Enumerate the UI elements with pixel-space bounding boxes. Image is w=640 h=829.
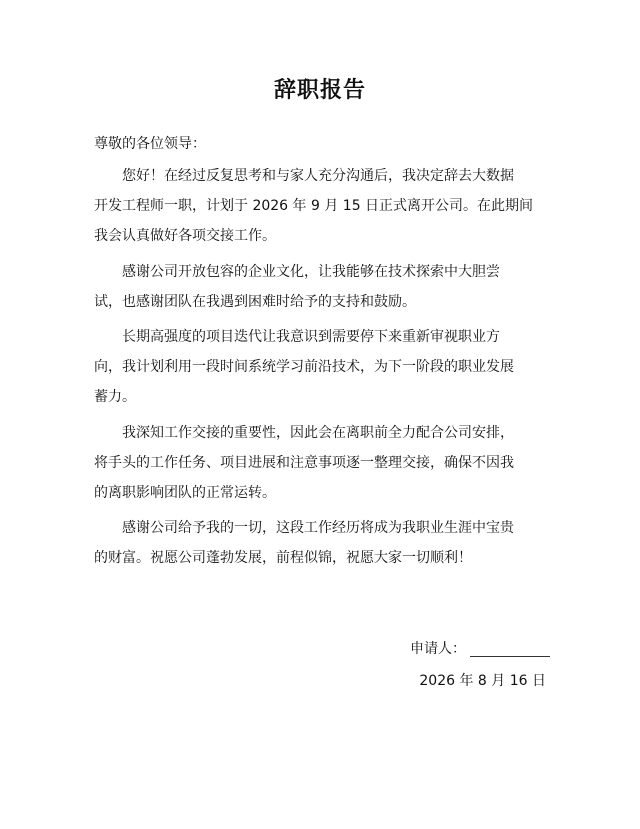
paragraph-3-line-3: 蓄力。 (94, 389, 136, 405)
paragraph-5-line-2: 的财富。祝愿公司蓬勃发展，前程似锦，祝愿大家一切顺利！ (94, 550, 472, 566)
salutation: 尊敬的各位领导： (94, 136, 206, 152)
paragraph-3-line-2: 向，我计划利用一段时间系统学习前沿技术，为下一阶段的职业发展 (94, 359, 514, 375)
signature-label: 申请人： (410, 641, 466, 657)
paragraph-3-line-1: 长期高强度的项目迭代让我意识到需要停下来重新审视职业方 (122, 329, 500, 345)
letter-date: 2026 年 8 月 16 日 (419, 673, 546, 689)
paragraph-1-line-1: 您好！在经过反复思考和与家人充分沟通后，我决定辞去大数据 (122, 168, 514, 184)
paragraph-1-line-2: 开发工程师一职，计划于 2026 年 9 月 15 日正式离开公司。在此期间 (94, 198, 534, 214)
document-title: 辞职报告 (273, 78, 366, 103)
signature-blank-line (470, 642, 550, 657)
paragraph-1-line-3: 我会认真做好各项交接工作。 (94, 228, 276, 244)
paragraph-4-line-2: 将手头的工作任务、项目进展和注意事项逐一整理交接，确保不因我 (94, 455, 514, 471)
signature-row (410, 634, 550, 664)
paragraph-2-line-2: 试，也感谢团队在我遇到困难时给予的支持和鼓励。 (94, 294, 416, 310)
paragraph-4-line-3: 的离职影响团队的正常运转。 (94, 485, 276, 501)
paragraph-4-line-1: 我深知工作交接的重要性，因此会在离职前全力配合公司安排， (122, 425, 514, 441)
paragraph-2-line-1: 感谢公司开放包容的企业文化，让我能够在技术探索中大胆尝 (122, 264, 500, 280)
paragraph-5-line-1: 感谢公司给予我的一切，这段工作经历将成为我职业生涯中宝贵 (122, 520, 514, 536)
